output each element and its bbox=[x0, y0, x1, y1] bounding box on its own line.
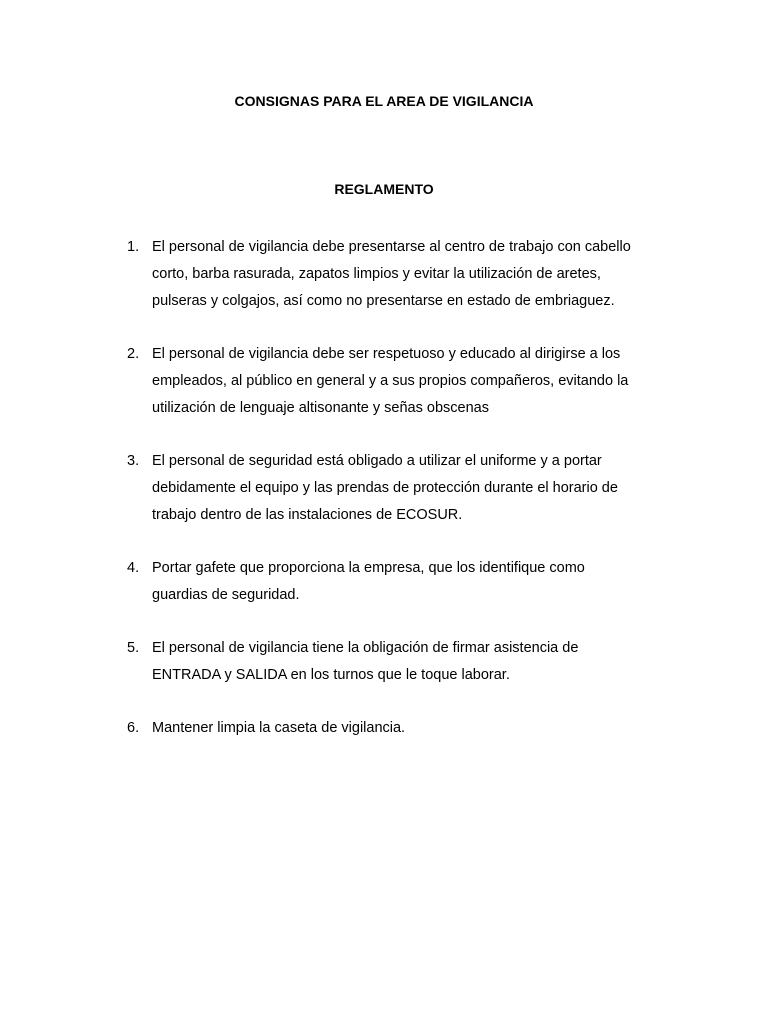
rule-line: ENTRADA y SALIDA en los turnos que le toque laborar. bbox=[152, 667, 510, 683]
rule-line: guardias de seguridad. bbox=[152, 587, 300, 603]
rule-line: El personal de vigilancia debe presentarse al centro de trabajo con cabello bbox=[152, 239, 631, 255]
rule-line: trabajo dentro de las instalaciones de ECOSUR. bbox=[152, 507, 463, 523]
rule-text bbox=[152, 635, 657, 689]
rule-line: pulseras y colgajos, así como no presentarse en estado de embriaguez. bbox=[152, 293, 615, 309]
rule-line: Portar gafete que proporciona la empresa, que los identifique como bbox=[152, 560, 585, 576]
rule-number: 3. bbox=[127, 453, 140, 469]
rule-text bbox=[152, 234, 657, 315]
rule-line: utilización de lenguaje altisonante y señas obscenas bbox=[152, 400, 489, 416]
rule-item-3 bbox=[127, 448, 657, 529]
rule-item-1 bbox=[127, 234, 657, 315]
rule-text bbox=[152, 555, 657, 609]
document-title: CONSIGNAS PARA EL AREA DE VIGILANCIA bbox=[234, 93, 534, 109]
rule-text bbox=[152, 341, 657, 422]
rule-text bbox=[152, 448, 657, 529]
rule-number: 6. bbox=[127, 720, 140, 736]
rule-item-5 bbox=[127, 635, 657, 689]
rule-number: 4. bbox=[127, 560, 140, 576]
rule-item-2 bbox=[127, 341, 657, 422]
rule-number: 5. bbox=[127, 640, 140, 656]
rule-item-6 bbox=[127, 715, 657, 742]
rule-item-4 bbox=[127, 555, 657, 609]
rule-line: El personal de vigilancia debe ser respetuoso y educado al dirigirse a los bbox=[152, 346, 621, 362]
rule-line: El personal de seguridad está obligado a utilizar el uniforme y a portar bbox=[152, 453, 602, 469]
rule-line: corto, barba rasurada, zapatos limpios y evitar la utilización de aretes, bbox=[152, 266, 601, 282]
rule-line: empleados, al público en general y a sus propios compañeros, evitando la bbox=[152, 373, 629, 389]
rule-line: debidamente el equipo y las prendas de protección durante el horario de bbox=[152, 480, 618, 496]
rule-text bbox=[152, 715, 657, 742]
rule-line: El personal de vigilancia tiene la obligación de firmar asistencia de bbox=[152, 640, 579, 656]
rule-line: Mantener limpia la caseta de vigilancia. bbox=[152, 720, 406, 736]
section-heading: REGLAMENTO bbox=[334, 181, 434, 197]
rule-number: 2. bbox=[127, 346, 140, 362]
rule-number: 1. bbox=[127, 239, 140, 255]
